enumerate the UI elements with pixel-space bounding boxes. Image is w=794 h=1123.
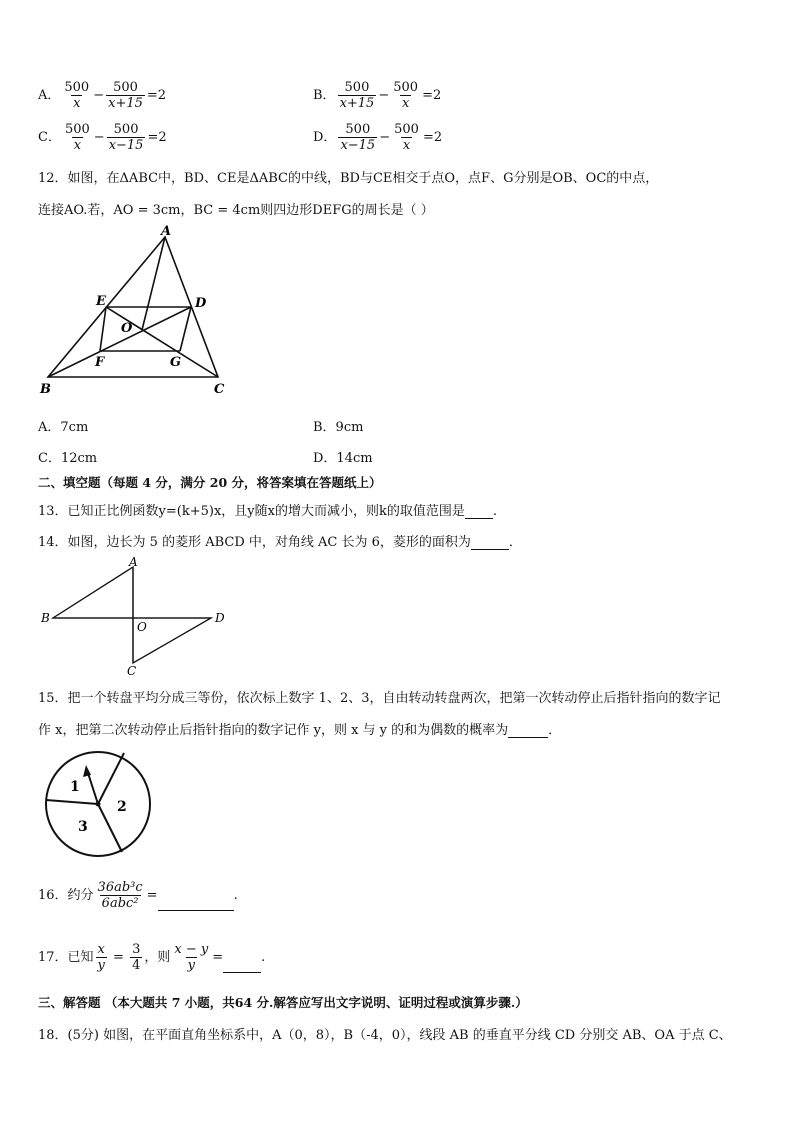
q12-text-line2: 连接AO.若，AO = 3cm，BC = 4cm则四边形DEFG的周长是（ ） (38, 203, 434, 218)
q17-text: 17．已知 $\frac{x}{y}$ = $\frac{3}{4}$ ，则 $\frac{x - y}{y}$ = . (38, 942, 266, 973)
sector-label-2: 2 (117, 799, 127, 815)
label-e: E (96, 294, 106, 309)
pointer-arrow-icon (83, 765, 91, 777)
q12-option-d: D．14cm (313, 451, 373, 466)
label-b: B (40, 382, 51, 397)
q13-text: 13．已知正比例函数y=(k+5)x，且y随x的增大而减小，则k的取值范围是 . (38, 504, 497, 519)
q11-option-a: A． $\frac{500}{x}$ − $\frac{500}{x+15}$ =2 (38, 80, 167, 111)
q11-option-d: D． $\frac{500}{x-15}$ − $\frac{500}{x}$ =2 (313, 122, 443, 153)
q11-option-c: C． $\frac{500}{x}$ − $\frac{500}{x-15}$ =2 (38, 122, 167, 153)
q16-answer-blank (158, 895, 234, 911)
sector-label-3: 3 (78, 819, 88, 835)
q12-option-a: A．7cm (38, 420, 89, 435)
q14-rhombus-figure (38, 555, 238, 680)
label-g: G (170, 355, 182, 370)
q15-spinner-figure (40, 748, 155, 858)
q15-text-line2: 作 x，把第二次转动停止后指针指向的数字记作 y，则 x 与 y 的和为偶数的概率为 ． (38, 723, 562, 738)
label-b: B (41, 611, 50, 625)
section2-title: 二、填空题（每题 4 分，满分 20 分，将答案填在答题纸上） (38, 475, 382, 490)
q17-answer-blank (223, 957, 261, 973)
q13-answer-blank (465, 503, 493, 519)
q11-option-b: B． $\frac{500}{x+15}$ − $\frac{500}{x}$ =2 (313, 80, 442, 111)
q12-triangle-figure (38, 225, 238, 400)
label-a: A (161, 225, 172, 239)
label-f: F (95, 355, 105, 370)
q12-option-c: C．12cm (38, 451, 98, 466)
label-c: C (214, 382, 225, 397)
q18-text: 18．(5分) 如图，在平面直角坐标系中，A（0，8），B（-4，0），线段 AB 的垂直平分线 CD 分别交 AB、OA 于点 C、 (38, 1028, 732, 1043)
q16-text: 16．约分 $\frac{\text{36ab³c}}{\text{6abc²}}$ = . (38, 880, 238, 911)
section3-title: 三、解答题 （本大题共 7 小题，共64 分.解答应写出文字说明、证明过程或演算步骤.） (38, 995, 528, 1010)
label-o: O (121, 321, 133, 336)
q14-answer-blank (471, 534, 509, 550)
q15-text-line1: 15．把一个转盘平均分成三等份，依次标上数字 1、2、3，自由转动转盘两次，把第一次转动停止后指针指向的数字记 (38, 691, 721, 706)
q12-text-line1: 12．如图，在ΔABC中，BD、CE是ΔABC的中线，BD与CE相交于点O，点F、G分别是OB、OC的中点， (38, 171, 659, 186)
label-o: O (137, 620, 147, 634)
q12-option-b: B．9cm (313, 420, 364, 435)
q14-text: 14．如图，边长为 5 的菱形 ABCD 中，对角线 AC 长为 6，菱形的面积为 ． (38, 535, 522, 550)
q15-answer-blank (508, 722, 548, 738)
label-d: D (215, 611, 225, 625)
label-a: A (129, 555, 138, 569)
label-d: D (195, 296, 207, 311)
label-c: C (127, 664, 137, 678)
sector-label-1: 1 (70, 779, 80, 795)
